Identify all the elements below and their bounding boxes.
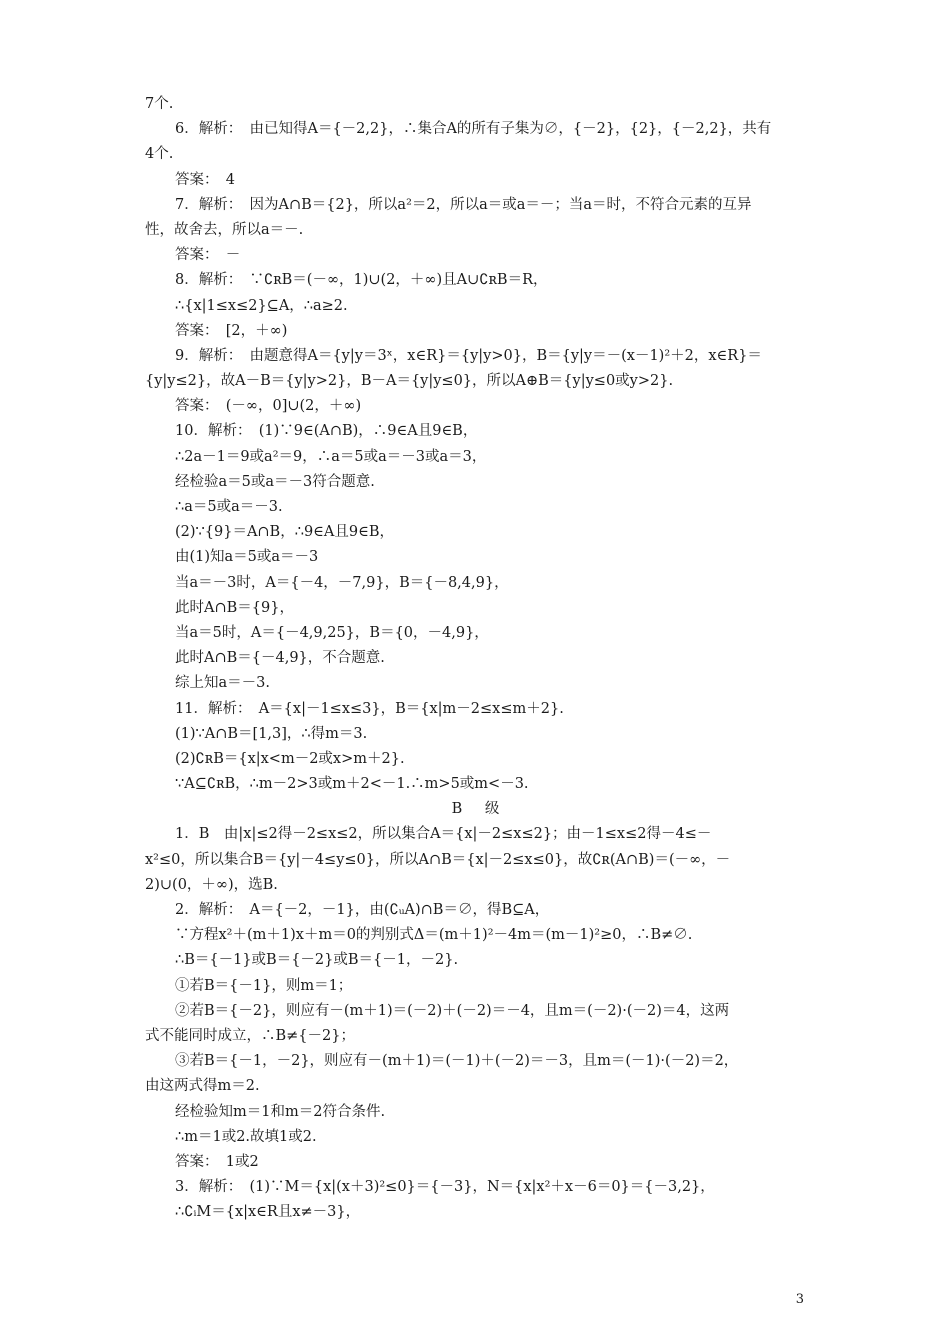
text-line: ∴B＝{－1}或B＝{－2}或B＝{－1，－2}. <box>175 952 459 969</box>
text-line: x²≤0，所以集合B＝{y|－4≤y≤0}，所以A∩B＝{x|－2≤x≤0}，故∁ʀ(A∩B)＝(－∞，－ <box>145 851 731 868</box>
text-line: 7．解析： 因为A∩B＝{2}，所以a²＝2，所以a＝或a＝－；当a＝时，不符合元素的互异 <box>175 196 752 213</box>
text-line: 此时A∩B＝{－4,9}，不合题意. <box>175 650 385 667</box>
text-line: 6．解析： 由已知得A＝{－2,2}，∴集合A的所有子集为∅，{－2}，{2}，{－2,2}，共有 <box>175 121 772 138</box>
text-line: 11．解析： A＝{x|－1≤x≤3}，B＝{x|m－2≤x≤m＋2}. <box>175 700 564 717</box>
text-line: 当a＝5时，A＝{－4,9,25}，B＝{0，－4,9}， <box>175 624 489 641</box>
text-line: 2．解析： A＝{－2，－1}，由(∁ᵤA)∩B＝∅，得B⊆A， <box>175 902 550 918</box>
text-line: ②若B＝{－2}，则应有－(m＋1)＝(－2)＋(－2)＝－4，且m＝(－2)·(－2)＝4，这两 <box>175 1002 730 1019</box>
text-line: 3．解析： (1)∵M＝{x|(x＋3)²≤0}＝{－3}，N＝{x|x²＋x－6＝0}＝{－3,2}， <box>175 1179 715 1196</box>
text-line: 答案： － <box>175 247 241 264</box>
text-line: 性，故舍去，所以a＝－. <box>145 221 304 238</box>
section-heading: B 级 <box>451 801 504 818</box>
text-line: {y|y≤2}，故A－B＝{y|y>2}，B－A＝{y|y≤0}，所以A⊕B＝{y|y≤0或y>2}. <box>145 373 674 390</box>
text-line: 2)∪(0，＋∞)，选B. <box>145 876 278 893</box>
text-line: 经检验知m＝1和m＝2符合条件. <box>175 1103 386 1120</box>
text-line: (2)∁ʀB＝{x|x<m－2或x>m＋2}. <box>175 750 405 767</box>
text-line: 由这两式得m＝2. <box>145 1078 260 1095</box>
text-line: 此时A∩B＝{9}， <box>175 599 294 616</box>
text-line: ③若B＝{－1，－2}，则应有－(m＋1)＝(－1)＋(－2)＝－3，且m＝(－1)·(－2)＝2， <box>175 1053 739 1070</box>
text-line: 式不能同时成立，∴B≠{－2}； <box>145 1027 355 1044</box>
text-line: 答案： 4 <box>175 171 235 188</box>
text-line: 8．解析： ∵∁ʀB＝(－∞，1)∪(2，＋∞)且A∪∁ʀB＝R， <box>175 272 548 289</box>
text-line: 7个. <box>145 96 174 112</box>
text-line: 4个. <box>145 146 174 163</box>
text-line: (2)∵{9}＝A∩B，∴9∈A且9∈B， <box>175 524 394 541</box>
text-line: ∴2a－1＝9或a²＝9，∴a＝5或a＝－3或a＝3， <box>175 448 487 465</box>
text-line: 10．解析： (1)∵9∈(A∩B)，∴9∈A且9∈B， <box>175 423 478 440</box>
text-line: ①若B＝{－1}，则m＝1； <box>175 977 353 994</box>
text-line: 答案： [2，＋∞) <box>175 322 288 339</box>
text-line: 当a＝－3时，A＝{－4，－7,9}，B＝{－8,4,9}， <box>175 574 509 591</box>
text-line: 1．B 由|x|≤2得－2≤x≤2，所以集合A＝{x|－2≤x≤2}；由－1≤x≤2得－4≤－ <box>175 826 712 843</box>
text-line: ∵A⊆∁ʀB，∴m－2>3或m＋2<－1.∴m>5或m<－3. <box>175 776 529 793</box>
text-line: ∴m＝1或2.故填1或2. <box>175 1128 317 1145</box>
text-line: 由(1)知a＝5或a＝－3 <box>175 549 319 566</box>
text-line: 综上知a＝－3. <box>175 675 270 692</box>
text-line: ∴a＝5或a＝－3. <box>175 499 283 515</box>
text-line: 9．解析： 由题意得A＝{y|y＝3ˣ，x∈R}＝{y|y>0}，B＝{y|y＝－(x－1)²＋2，x∈R}＝ <box>175 347 762 364</box>
text-line: ∵方程x²＋(m＋1)x＋m＝0的判别式Δ＝(m＋1)²－4m＝(m－1)²≥0，∴B≠∅. <box>175 927 693 944</box>
text-line: 答案： (－∞，0]∪(2，＋∞) <box>175 398 362 415</box>
text-body <box>145 92 810 1225</box>
text-line: ∴{x|1≤x≤2}⊆A，∴a≥2. <box>175 297 348 314</box>
text-line: ∴∁ᵢM＝{x|x∈R且x≠－3}， <box>175 1204 361 1221</box>
page-number: 3 <box>795 1292 804 1307</box>
text-line: (1)∵A∩B＝[1,3]，∴得m＝3. <box>175 725 368 742</box>
text-line: 经检验a＝5或a＝－3符合题意. <box>175 473 375 490</box>
text-line: 答案： 1或2 <box>175 1153 259 1170</box>
